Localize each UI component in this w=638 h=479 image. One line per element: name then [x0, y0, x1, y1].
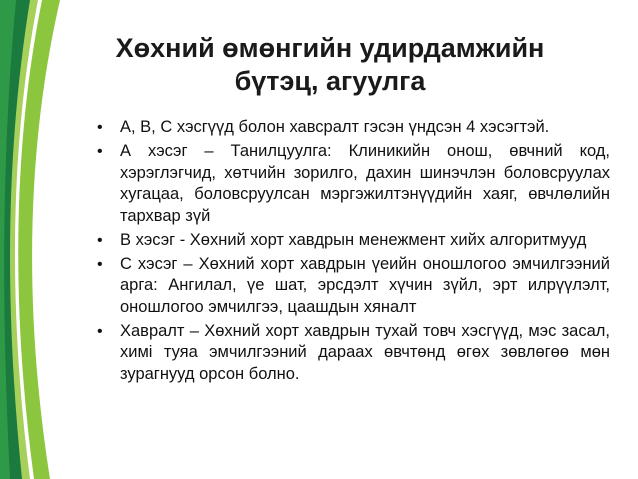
bullet-text: Хавралт – Хөхний хорт хавдрын тухай товч хэсгүүд, мэс засал, химі туяа эмчилгээний дараах өвчтөнд өгөх зөвлөгөө мөн зурагнууд орсон болно. — [120, 321, 610, 383]
bullet-item — [95, 141, 610, 227]
bullet-dot-icon: • — [97, 255, 103, 273]
bullet-text: А, В, С хэсгүүд болон хавсралт гэсэн үндсэн 4 хэсэгтэй. — [120, 118, 550, 136]
bullet-dot-icon: • — [97, 143, 103, 160]
bullet-item — [95, 254, 610, 319]
bullet-dot-icon: • — [97, 322, 103, 340]
bullet-item — [95, 321, 610, 386]
bullet-dot-icon: • — [97, 119, 103, 136]
slide-title-line-2: бүтэц, агуулга — [234, 66, 426, 96]
bullet-list — [95, 117, 610, 388]
bullet-dot-icon: • — [97, 231, 103, 249]
slide-title-line-1: Хөхний өмөнгийн удирдамжийн — [115, 33, 545, 63]
bullet-item — [95, 117, 610, 139]
slide-title — [95, 32, 565, 98]
bullet-item — [95, 230, 610, 252]
bullet-text: А хэсэг – Танилцуулга: Клиникийн онош, өвчний код, хэрэглэгчид, хөтчийн зорилго, дахин шинэчлэн боловсруулах хугацаа, боловсруулсан мэргэжилтэнүүдийн хаяг, өвчлөлийн тархвар зүй — [120, 142, 610, 225]
bullet-text: В хэсэг - Хөхний хорт хавдрын менежмент хийх алгоритмууд — [120, 230, 587, 249]
bullet-text: С хэсэг – Хөхний хорт хавдрын үеийн оношлогоо эмчилгээний арга: Ангилал, үе шат, эрсдэлт хүчин зүйл, эрт илрүүлэлт, оношлогоо эмчилгээ, цаашдын хяналт — [120, 254, 610, 316]
